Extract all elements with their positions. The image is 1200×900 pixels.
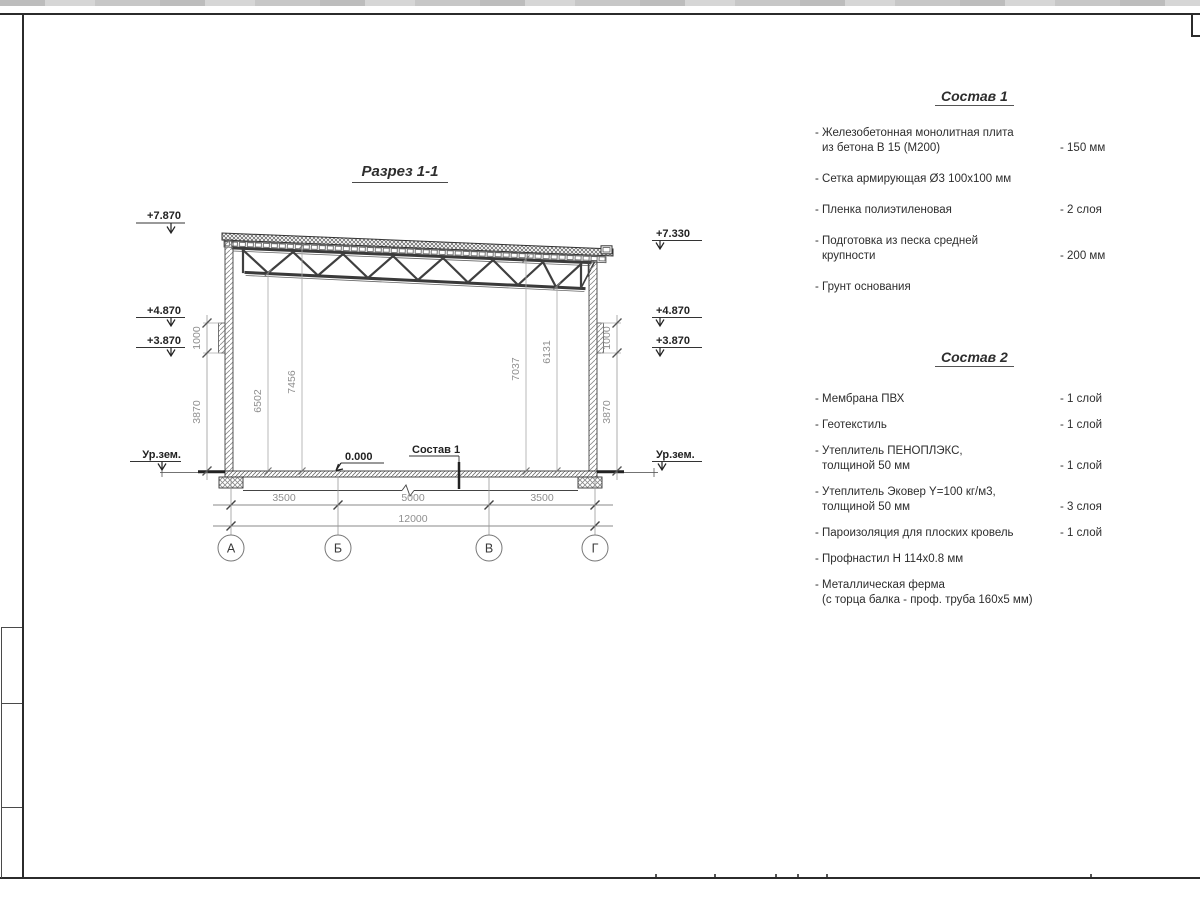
- dim-span-total: 12000: [398, 513, 428, 525]
- elevation-arrow: [656, 348, 664, 357]
- dim-span-vg: 3500: [530, 492, 554, 504]
- item-text: - Пароизоляция для плоских кровель: [815, 527, 1014, 539]
- floor-slab: [160, 468, 658, 477]
- dim-right-3870: 3870: [601, 400, 613, 424]
- item-text: толщиной 50 мм: [822, 460, 911, 472]
- axis-label-b: Б: [333, 541, 343, 556]
- elevation-marks-right: [652, 228, 702, 470]
- ground-level-label: Ур.зем.: [142, 449, 181, 461]
- elevation-arrow: [658, 462, 666, 471]
- dim-span-ab: 3500: [272, 492, 296, 504]
- dimensions-vertical-inner: [252, 243, 561, 475]
- item-value: - 2 слоя: [1060, 204, 1102, 216]
- list-item: [815, 280, 1125, 295]
- zero-mark-label: 0.000: [345, 451, 373, 463]
- list-item: [815, 485, 1125, 515]
- dim-left-3870: 3870: [191, 400, 203, 424]
- elevation-arrow: [656, 241, 664, 250]
- spec1-title: Состав 1: [935, 88, 1014, 106]
- dim-right-1000: 1000: [601, 326, 613, 350]
- list-item: [815, 418, 1125, 433]
- item-text: (с торца балка - проф. труба 160х5 мм): [822, 594, 1033, 606]
- list-item: [815, 578, 1125, 608]
- item-text: - Железобетонная монолитная плита: [815, 127, 1014, 139]
- wall-left: [225, 240, 233, 471]
- item-value: - 1 слой: [1060, 419, 1103, 431]
- section-title: Разрез 1-1: [352, 163, 448, 183]
- floor-composition-leader: [409, 444, 460, 489]
- elevation-arrow: [167, 223, 175, 233]
- elevation-arrow: [167, 348, 175, 357]
- spec2-title: Состав 2: [935, 349, 1014, 367]
- pilaster-left: [219, 323, 226, 353]
- elevation-label: +4.870: [147, 305, 181, 317]
- leader-arrow: [336, 463, 343, 471]
- axis-label-a: А: [226, 541, 236, 556]
- list-item: [815, 552, 1125, 567]
- floor-composition-label: Состав 1: [412, 444, 461, 456]
- list-item: [815, 526, 1125, 541]
- dim-inner-7037: 7037: [510, 357, 522, 381]
- zero-level-mark: [336, 451, 384, 471]
- item-text: - Геотекстиль: [815, 419, 887, 431]
- elevation-label: +4.870: [656, 305, 690, 317]
- spec2-list: [815, 392, 1125, 619]
- elevation-label: +7.330: [656, 228, 690, 240]
- axis-label-v: В: [484, 541, 494, 556]
- dim-inner-7456: 7456: [286, 370, 298, 394]
- list-item: [815, 126, 1125, 156]
- elevation-arrow: [167, 318, 175, 327]
- list-item: [815, 444, 1125, 474]
- elevation-label: +3.870: [147, 335, 181, 347]
- item-text: - Профнастил Н 114х0.8 мм: [815, 553, 964, 565]
- item-text: из бетона В 15 (М200): [822, 142, 941, 154]
- item-text: - Металлическая ферма: [815, 579, 945, 591]
- item-value: - 150 мм: [1060, 142, 1106, 154]
- item-value: - 3 слоя: [1060, 501, 1102, 513]
- axis-label-g: Г: [591, 541, 599, 556]
- dim-inner-6502: 6502: [252, 389, 264, 413]
- list-item: [815, 203, 1125, 218]
- elevation-arrow: [158, 462, 166, 471]
- dim-inner-6131: 6131: [541, 340, 553, 364]
- spec1-list: [815, 126, 1125, 311]
- dimensions-horizontal: [213, 492, 613, 531]
- item-text: - Утеплитель Эковер Y=100 кг/м3,: [815, 486, 996, 498]
- item-value: - 1 слой: [1060, 393, 1103, 405]
- list-item: [815, 234, 1125, 264]
- elevation-arrow: [656, 318, 664, 327]
- item-value: - 1 слой: [1060, 460, 1103, 472]
- ground-level-label: Ур.зем.: [656, 449, 695, 461]
- wall-right: [589, 261, 597, 471]
- item-text: - Грунт основания: [815, 281, 911, 293]
- dim-left-1000: 1000: [191, 326, 203, 350]
- list-item: [815, 172, 1125, 187]
- item-text: - Подготовка из песка средней: [815, 235, 979, 247]
- item-value: - 1 слой: [1060, 527, 1103, 539]
- elevation-marks-left: [130, 210, 185, 470]
- list-item: [815, 392, 1125, 407]
- elevation-label: +7.870: [147, 210, 181, 222]
- dim-span-bv: 5000: [401, 492, 425, 504]
- item-text: - Пленка полиэтиленовая: [815, 204, 952, 216]
- item-text: - Утеплитель ПЕНОПЛЭКС,: [815, 445, 963, 457]
- elevation-label: +3.870: [656, 335, 690, 347]
- item-text: толщиной 50 мм: [822, 501, 911, 513]
- item-text: - Сетка армирующая Ø3 100х100 мм: [815, 173, 1012, 185]
- item-text: - Мембрана ПВХ: [815, 393, 905, 405]
- item-value: - 200 мм: [1060, 250, 1106, 262]
- item-text: крупности: [822, 250, 876, 262]
